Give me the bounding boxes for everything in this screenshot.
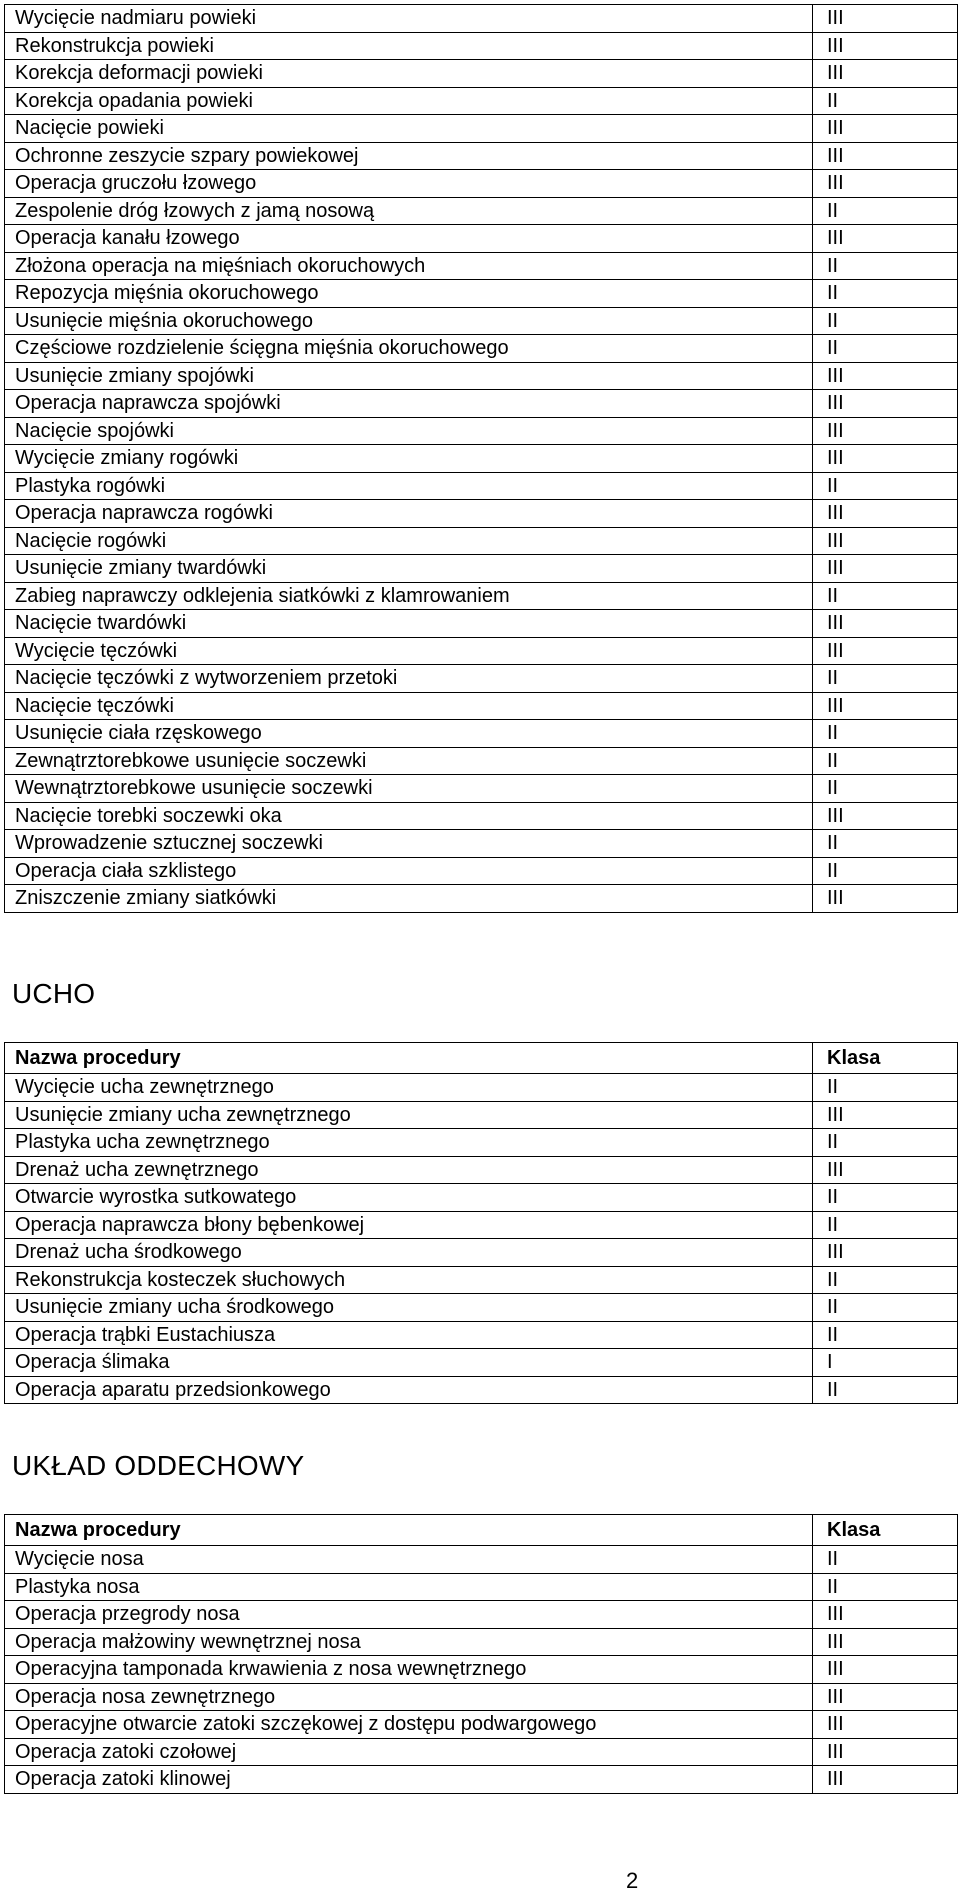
procedure-class-cell: III [813,1601,958,1629]
procedure-name-cell: Złożona operacja na mięśniach okoruchowych [5,252,813,280]
table-row [5,1239,958,1267]
procedure-name-cell: Plastyka nosa [5,1573,813,1601]
procedure-class-cell: III [813,5,958,33]
procedure-class-cell: III [813,1239,958,1267]
procedure-class-cell: II [813,252,958,280]
procedure-name-cell: Ochronne zeszycie szpary powiekowej [5,142,813,170]
procedure-name-cell: Drenaż ucha środkowego [5,1239,813,1267]
table-row [5,417,958,445]
procedure-class-cell: II [813,1546,958,1574]
procedure-class-cell: III [813,610,958,638]
procedure-class-cell: II [813,720,958,748]
procedure-name-cell: Operacja zatoki klinowej [5,1766,813,1794]
table-row [5,582,958,610]
procedure-name-cell: Wycięcie nadmiaru powieki [5,5,813,33]
table-row [5,1294,958,1322]
procedure-name-cell: Zniszczenie zmiany siatkówki [5,885,813,913]
column-header-procedure-name: Nazwa procedury [5,1515,813,1546]
procedure-name-cell: Operacja przegrody nosa [5,1601,813,1629]
procedure-name-cell: Korekcja opadania powieki [5,87,813,115]
procedure-name-cell: Nacięcie tęczówki [5,692,813,720]
procedure-class-cell: III [813,1683,958,1711]
procedure-name-cell: Nacięcie spojówki [5,417,813,445]
table-row [5,857,958,885]
procedure-name-cell: Usunięcie ciała rzęskowego [5,720,813,748]
procedure-class-cell: III [813,637,958,665]
procedure-class-cell: II [813,307,958,335]
table-row [5,500,958,528]
procedure-class-cell: II [813,830,958,858]
procedure-name-cell: Operacja małżowiny wewnętrznej nosa [5,1628,813,1656]
procedure-class-cell: III [813,1711,958,1739]
table-row [5,747,958,775]
procedure-name-cell: Zespolenie dróg łzowych z jamą nosową [5,197,813,225]
procedure-name-cell: Nacięcie tęczówki z wytworzeniem przetoki [5,665,813,693]
table-row [5,252,958,280]
procedure-class-cell: II [813,1074,958,1102]
table-row [5,1656,958,1684]
ear-procedures-table [4,1042,958,1404]
table-row [5,665,958,693]
procedure-class-cell: I [813,1349,958,1377]
table-row [5,1349,958,1377]
table-row [5,170,958,198]
procedure-class-cell: III [813,885,958,913]
table-row [5,830,958,858]
table-row [5,445,958,473]
table-row [5,802,958,830]
procedure-class-cell: II [813,280,958,308]
table-row [5,472,958,500]
table-row [5,1738,958,1766]
table-row [5,115,958,143]
column-header-procedure-name: Nazwa procedury [5,1043,813,1074]
page-number: 2 [626,1868,639,1893]
procedure-name-cell: Operacja naprawcza błony bębenkowej [5,1211,813,1239]
procedure-class-cell: II [813,747,958,775]
table-row [5,885,958,913]
procedure-name-cell: Plastyka rogówki [5,472,813,500]
eye-procedures-body [5,5,958,913]
respiratory-section-title: UKŁAD ODDECHOWY [12,1450,305,1481]
procedure-class-cell: III [813,417,958,445]
table-row [5,720,958,748]
procedure-class-cell: II [813,775,958,803]
table-row [5,610,958,638]
procedure-name-cell: Operacja aparatu przedsionkowego [5,1376,813,1404]
procedure-name-cell: Wycięcie nosa [5,1546,813,1574]
table-row [5,692,958,720]
procedure-class-cell: II [813,1184,958,1212]
table-row [5,1546,958,1574]
procedure-name-cell: Operacja kanału łzowego [5,225,813,253]
procedure-class-cell: III [813,500,958,528]
table-row [5,307,958,335]
procedure-class-cell: III [813,1656,958,1684]
procedure-class-cell: III [813,445,958,473]
procedure-class-cell: III [813,390,958,418]
procedure-class-cell: III [813,1628,958,1656]
table-row [5,362,958,390]
procedure-name-cell: Operacja ciała szklistego [5,857,813,885]
procedure-class-cell: III [813,802,958,830]
procedure-class-cell: II [813,1376,958,1404]
procedure-class-cell: II [813,582,958,610]
table-row [5,1156,958,1184]
procedure-name-cell: Wewnątrztorebkowe usunięcie soczewki [5,775,813,803]
procedure-name-cell: Plastyka ucha zewnętrznego [5,1129,813,1157]
procedure-class-cell: III [813,527,958,555]
procedure-name-cell: Operacja trąbki Eustachiusza [5,1321,813,1349]
table-row [5,775,958,803]
ear-section-title: UCHO [12,978,96,1009]
procedure-name-cell: Wycięcie ucha zewnętrznego [5,1074,813,1102]
table-row [5,1321,958,1349]
procedure-name-cell: Nacięcie twardówki [5,610,813,638]
respiratory-procedures-table [4,1514,958,1794]
procedure-class-cell: II [813,857,958,885]
table-row [5,1711,958,1739]
procedure-class-cell: II [813,1294,958,1322]
procedure-name-cell: Usunięcie zmiany twardówki [5,555,813,583]
procedure-class-cell: III [813,170,958,198]
procedure-name-cell: Operacja naprawcza rogówki [5,500,813,528]
procedure-name-cell: Operacyjne otwarcie zatoki szczękowej z dostępu podwargowego [5,1711,813,1739]
table-row [5,225,958,253]
procedure-class-cell: II [813,197,958,225]
procedure-name-cell: Usunięcie zmiany spojówki [5,362,813,390]
procedure-name-cell: Rekonstrukcja powieki [5,32,813,60]
procedure-class-cell: III [813,115,958,143]
table-row [5,1211,958,1239]
table-row [5,1683,958,1711]
table-row [5,60,958,88]
respiratory-procedures-body [5,1546,958,1794]
procedure-name-cell: Usunięcie zmiany ucha środkowego [5,1294,813,1322]
table-row [5,1129,958,1157]
procedure-class-cell: II [813,1129,958,1157]
procedure-name-cell: Wycięcie zmiany rogówki [5,445,813,473]
procedure-name-cell: Częściowe rozdzielenie ścięgna mięśnia okoruchowego [5,335,813,363]
table-row [5,335,958,363]
procedure-name-cell: Otwarcie wyrostka sutkowatego [5,1184,813,1212]
table-row [5,1266,958,1294]
table-row [5,1184,958,1212]
procedure-name-cell: Nacięcie powieki [5,115,813,143]
procedure-name-cell: Nacięcie torebki soczewki oka [5,802,813,830]
procedure-class-cell: III [813,692,958,720]
procedure-name-cell: Usunięcie mięśnia okoruchowego [5,307,813,335]
table-row [5,5,958,33]
procedure-name-cell: Wprowadzenie sztucznej soczewki [5,830,813,858]
table-row [5,142,958,170]
table-row [5,1376,958,1404]
procedure-class-cell: III [813,1101,958,1129]
procedure-name-cell: Operacja zatoki czołowej [5,1738,813,1766]
procedure-class-cell: III [813,1738,958,1766]
procedure-class-cell: II [813,335,958,363]
procedure-class-cell: II [813,665,958,693]
procedure-name-cell: Wycięcie tęczówki [5,637,813,665]
procedure-class-cell: III [813,362,958,390]
procedure-name-cell: Operacja nosa zewnętrznego [5,1683,813,1711]
table-row [5,527,958,555]
column-header-class: Klasa [813,1043,958,1074]
procedure-name-cell: Operacyjna tamponada krwawienia z nosa wewnętrznego [5,1656,813,1684]
procedure-class-cell: III [813,225,958,253]
procedure-class-cell: II [813,1573,958,1601]
procedure-name-cell: Nacięcie rogówki [5,527,813,555]
procedure-class-cell: II [813,87,958,115]
procedure-class-cell: III [813,32,958,60]
ear-procedures-body [5,1074,958,1404]
procedure-name-cell: Operacja naprawcza spojówki [5,390,813,418]
table-row [5,32,958,60]
procedure-name-cell: Zabieg naprawczy odklejenia siatkówki z klamrowaniem [5,582,813,610]
procedure-name-cell: Usunięcie zmiany ucha zewnętrznego [5,1101,813,1129]
procedure-class-cell: II [813,1211,958,1239]
procedure-class-cell: III [813,142,958,170]
table-row [5,1101,958,1129]
table-row [5,1628,958,1656]
procedure-name-cell: Rekonstrukcja kosteczek słuchowych [5,1266,813,1294]
table-header-row [5,1515,958,1546]
table-row [5,280,958,308]
table-row [5,1573,958,1601]
table-row [5,555,958,583]
procedure-name-cell: Repozycja mięśnia okoruchowego [5,280,813,308]
procedure-class-cell: III [813,555,958,583]
eye-procedures-table [4,4,958,913]
procedure-name-cell: Drenaż ucha zewnętrznego [5,1156,813,1184]
procedure-class-cell: II [813,472,958,500]
procedure-name-cell: Operacja gruczołu łzowego [5,170,813,198]
table-row [5,1074,958,1102]
table-row [5,1601,958,1629]
table-row [5,87,958,115]
table-row [5,390,958,418]
procedure-name-cell: Zewnątrztorebkowe usunięcie soczewki [5,747,813,775]
procedure-class-cell: III [813,60,958,88]
column-header-class: Klasa [813,1515,958,1546]
procedure-class-cell: II [813,1321,958,1349]
table-row [5,197,958,225]
procedure-class-cell: III [813,1156,958,1184]
table-header-row [5,1043,958,1074]
procedure-name-cell: Operacja ślimaka [5,1349,813,1377]
procedure-class-cell: II [813,1266,958,1294]
table-row [5,637,958,665]
table-row [5,1766,958,1794]
procedure-name-cell: Korekcja deformacji powieki [5,60,813,88]
procedure-class-cell: III [813,1766,958,1794]
